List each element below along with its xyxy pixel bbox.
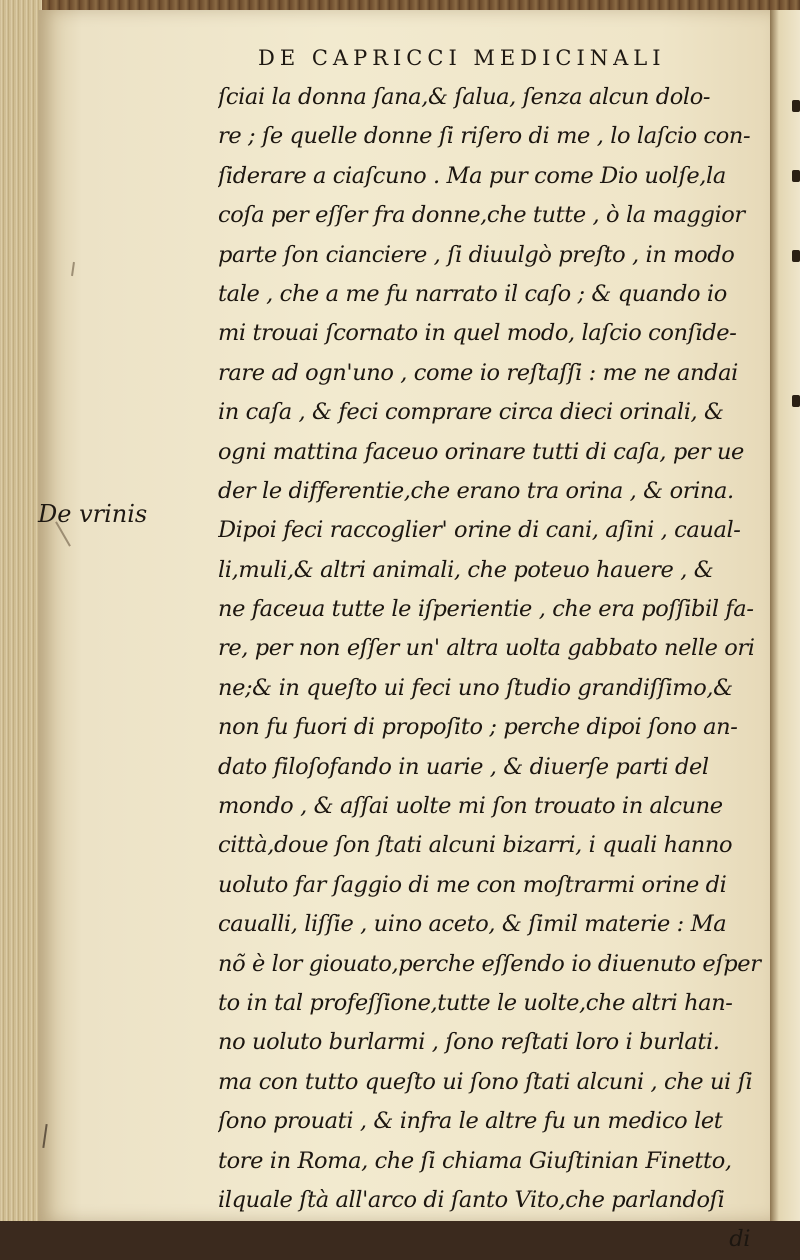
running-head: DE CAPRICCI MEDICINALI [258, 46, 666, 70]
text-line: nõ è lor giouato,perche eſſendo io diuenuto eſper [218, 950, 761, 977]
facing-page-glyph [792, 170, 800, 182]
text-line: non fu fuori di propoſito ; perche dipoi ſono an- [218, 714, 738, 741]
text-line: ſiderare a ciaſcuno . Ma pur come Dio uolſe,la [218, 162, 726, 189]
marginal-note: De vrinis [38, 500, 148, 528]
text-line: to in tal profeſſione,tutte le uolte,che altri han- [218, 989, 733, 1016]
text-line: in caſa , & feci comprare circa dieci orinali, & [218, 399, 724, 426]
text-line: ma con tutto queſto ui ſono ſtati alcuni , che ui ſi [218, 1068, 753, 1095]
text-line: tore in Roma, che ſi chiama Giuſtinian Finetto, [218, 1147, 732, 1174]
text-line: ne;& in queſto ui feci uno ſtudio grandiſſimo,& [218, 674, 733, 701]
body-text [218, 78, 770, 1260]
text-line: tale , che a me fu narrato il caſo ; & quando io [218, 280, 727, 307]
text-line: no uoluto burlarmi , ſono reſtati loro i burlati. [218, 1029, 720, 1056]
text-line: der le differentie,che erano tra orina , & orina. [218, 477, 734, 504]
text-line: ilquale ſtà all'arco di ſanto Vito,che parlandoſi [218, 1186, 725, 1213]
text-line: ſono prouati , & infra le altre fu un medico let [218, 1108, 723, 1135]
book-page-edges [0, 0, 42, 1221]
text-line: città,doue ſon ſtati alcuni bizarri, i quali hanno [218, 832, 733, 859]
text-line: mi trouai ſcornato in quel modo, laſcio conſide- [218, 320, 737, 347]
facing-page-glyph [792, 395, 800, 407]
text-line: Dipoi feci raccoglier' orine di cani, aſini , caual- [218, 517, 741, 544]
text-line: rare ad ogn'uno , come io reſtaſſi : me ne andai [218, 359, 738, 386]
text-line: uoluto far ſaggio di me con moſtrarmi orine di [218, 871, 727, 898]
text-line: re ; ſe quelle donne ſi riſero di me , lo laſcio con- [218, 123, 751, 150]
catchword: di [729, 1226, 750, 1253]
text-line: ſciai la donna ſana,& ſalua, ſenza alcun dolo- [218, 84, 711, 110]
text-line: ogni mattina faceuo orinare tutti di caſa, per ue [218, 438, 744, 465]
text-line: li,muli,& altri animali, che poteuo hauere , & [218, 556, 714, 583]
text-line: coſa per eſſer fra donne,che tutte , ò la maggior [218, 202, 745, 229]
facing-page-edge [770, 10, 800, 1221]
facing-page-glyph [792, 100, 800, 112]
text-line: parte ſon cianciere , ſi diuulgò preſto , in modo [218, 241, 735, 268]
text-line: ne faceua tutte le iſperientie , che era poſſibil fa- [218, 596, 754, 623]
text-line: mondo , & aſſai uolte mi ſon trouato in alcune [218, 793, 723, 820]
text-line: dato filoſofando in uarie , & diuerſe parti del [218, 753, 709, 780]
text-line: re, per non eſſer un' altra uolta gabbato nelle ori [218, 635, 755, 662]
text-line: caualli, liſſie , uino aceto, & ſimil materie : Ma [218, 911, 727, 938]
facing-page-glyph [792, 250, 800, 262]
